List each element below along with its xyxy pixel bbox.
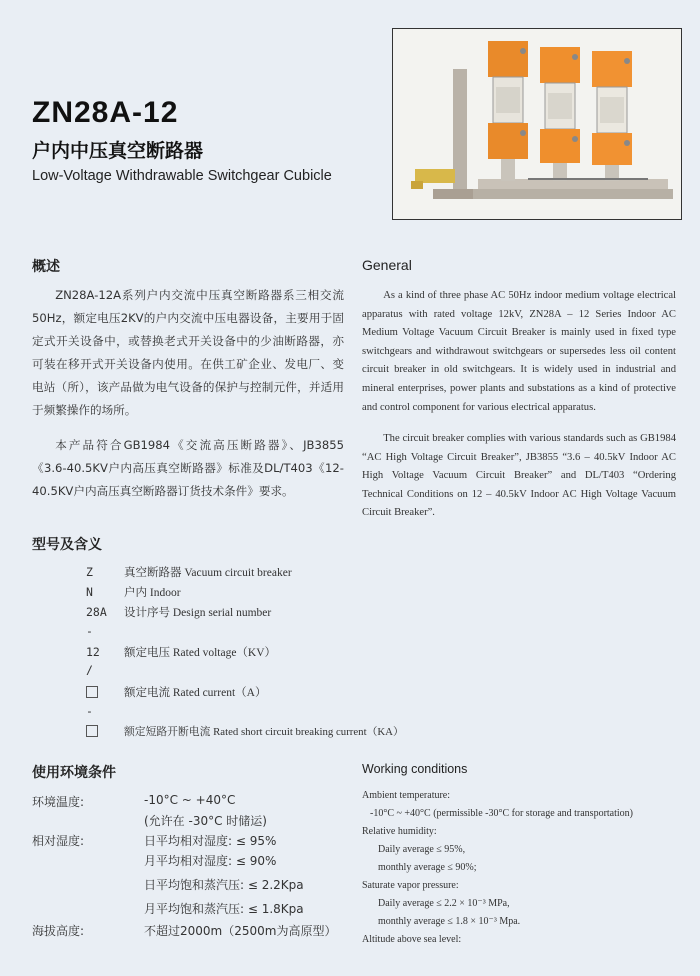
title-chinese: 户内中压真空断路器 [32, 140, 204, 162]
title-english: Low-Voltage Withdrawable Switchgear Cubicle [32, 168, 332, 184]
circuit-breaker-illustration [393, 29, 681, 219]
ambient-temp-note: (允许在 -30°C 时储运) [144, 814, 267, 828]
checkbox-placeholder-icon [86, 725, 98, 737]
code-row-slash: / [86, 663, 93, 677]
wc-vapor-label: Saturate vapor pressure: [362, 880, 459, 891]
env-conditions-heading: 使用环境条件 [32, 765, 116, 781]
general-heading: General [362, 257, 412, 273]
code-row-28a: 28A 设计序号 Design serial number [86, 605, 272, 619]
general-paragraph-2: The circuit breaker complies with various standards such as GB1984 “AC High Voltage Circuit Breaker”, JB3855 “3.6 – 40.5kV Indoor AC High Voltage Vacuum Circuit Breaker” and DL/T403 “Ordering Technical Conditions on 12 – 40.5kV Indoor AC High Voltage Vacuum Circuit Breaker”. [362, 433, 676, 519]
humidity-label: 相对湿度: [32, 834, 85, 848]
overview-paragraph-1: ZN28A-12A系列户内交流中压真空断路器系三相交流50Hz，额定电压2KV的户内交流中压电器设备，主要用于固定式开关设备中，或替换老式开关设备中的少油断路器，亦可装在移开式开关设备内使用。在供工矿企业、发电厂、变电站（所），该产品做为电气设备的保护与控制元件，并适用于频繁操作的场所。 [32, 288, 344, 417]
wc-monthly-vapor: monthly average ≤ 1.8 × 10⁻³ Mpa. [378, 916, 521, 927]
model-meaning-heading: 型号及含义 [32, 537, 102, 553]
working-conditions-heading: Working conditions [362, 762, 468, 776]
wc-ambient-label: Ambient temperature: [362, 790, 451, 801]
code-row-breaking-current: 额定短路开断电流 Rated short circuit breaking current（KA） [86, 724, 404, 739]
code-row-dash-1: - [86, 624, 93, 638]
wc-daily-humidity: Daily average ≤ 95%, [378, 844, 466, 855]
model-number: ZN28A-12 [32, 96, 179, 129]
altitude-label: 海拔高度: [32, 924, 85, 938]
monthly-vapor-pressure: 月平均饱和蒸汽压: ≤ 1.8Kpa [144, 902, 304, 916]
wc-monthly-humidity: monthly average ≤ 90%; [378, 862, 477, 873]
checkbox-placeholder-icon [86, 686, 98, 698]
code-row-z: Z 真空断路器 Vacuum circuit breaker [86, 565, 292, 579]
wc-altitude-label: Altitude above sea level: [362, 934, 462, 945]
code-row-rated-current: 额定电流 Rated current（A） [86, 684, 266, 700]
wc-ambient-value: -10°C ~ +40°C (permissible -30°C for storage and transportation) [370, 808, 633, 819]
wc-daily-vapor: Daily average ≤ 2.2 × 10⁻³ MPa, [378, 898, 510, 909]
code-row-dash-2: - [86, 704, 93, 718]
wc-humidity-label: Relative humidity: [362, 826, 437, 837]
altitude-value: 不超过2000m（2500m为高原型） [144, 924, 337, 938]
daily-vapor-pressure: 日平均饱和蒸汽压: ≤ 2.2Kpa [144, 878, 304, 892]
daily-humidity: 日平均相对湿度: ≤ 95% [144, 834, 277, 848]
ambient-temp-label: 环境温度: [32, 795, 85, 809]
code-row-12: 12 额定电压 Rated voltage（KV） [86, 645, 277, 659]
overview-heading: 概述 [32, 259, 60, 275]
monthly-humidity: 月平均相对湿度: ≤ 90% [144, 854, 277, 868]
overview-paragraph-2: 本产品符合GB1984《交流高压断路器》、JB3855《3.6-40.5KV户内高压真空断路器》标准及DL/T403《12-40.5KV户内高压真空断路器订货技术条件》要求。 [32, 438, 344, 498]
general-paragraph-1: As a kind of three phase AC 50Hz indoor medium voltage electrical apparatus with rated voltage 12kV, ZN28A – 12 Series Indoor AC Medium Voltage Vacuum Circuit Breaker is mainly used in fixed type switchgears and withdrawout switchgears or supersedes less oil content circuit breaker in old switchgears. It is widely used in industrial and mineral enterprises, power plants and substations as a kind of protective and control component for various electrical apparatus. [362, 290, 676, 413]
ambient-temp-value: -10°C ~ +40°C [144, 793, 236, 807]
code-row-n: N 户内 Indoor [86, 585, 181, 599]
product-photo [392, 28, 682, 220]
